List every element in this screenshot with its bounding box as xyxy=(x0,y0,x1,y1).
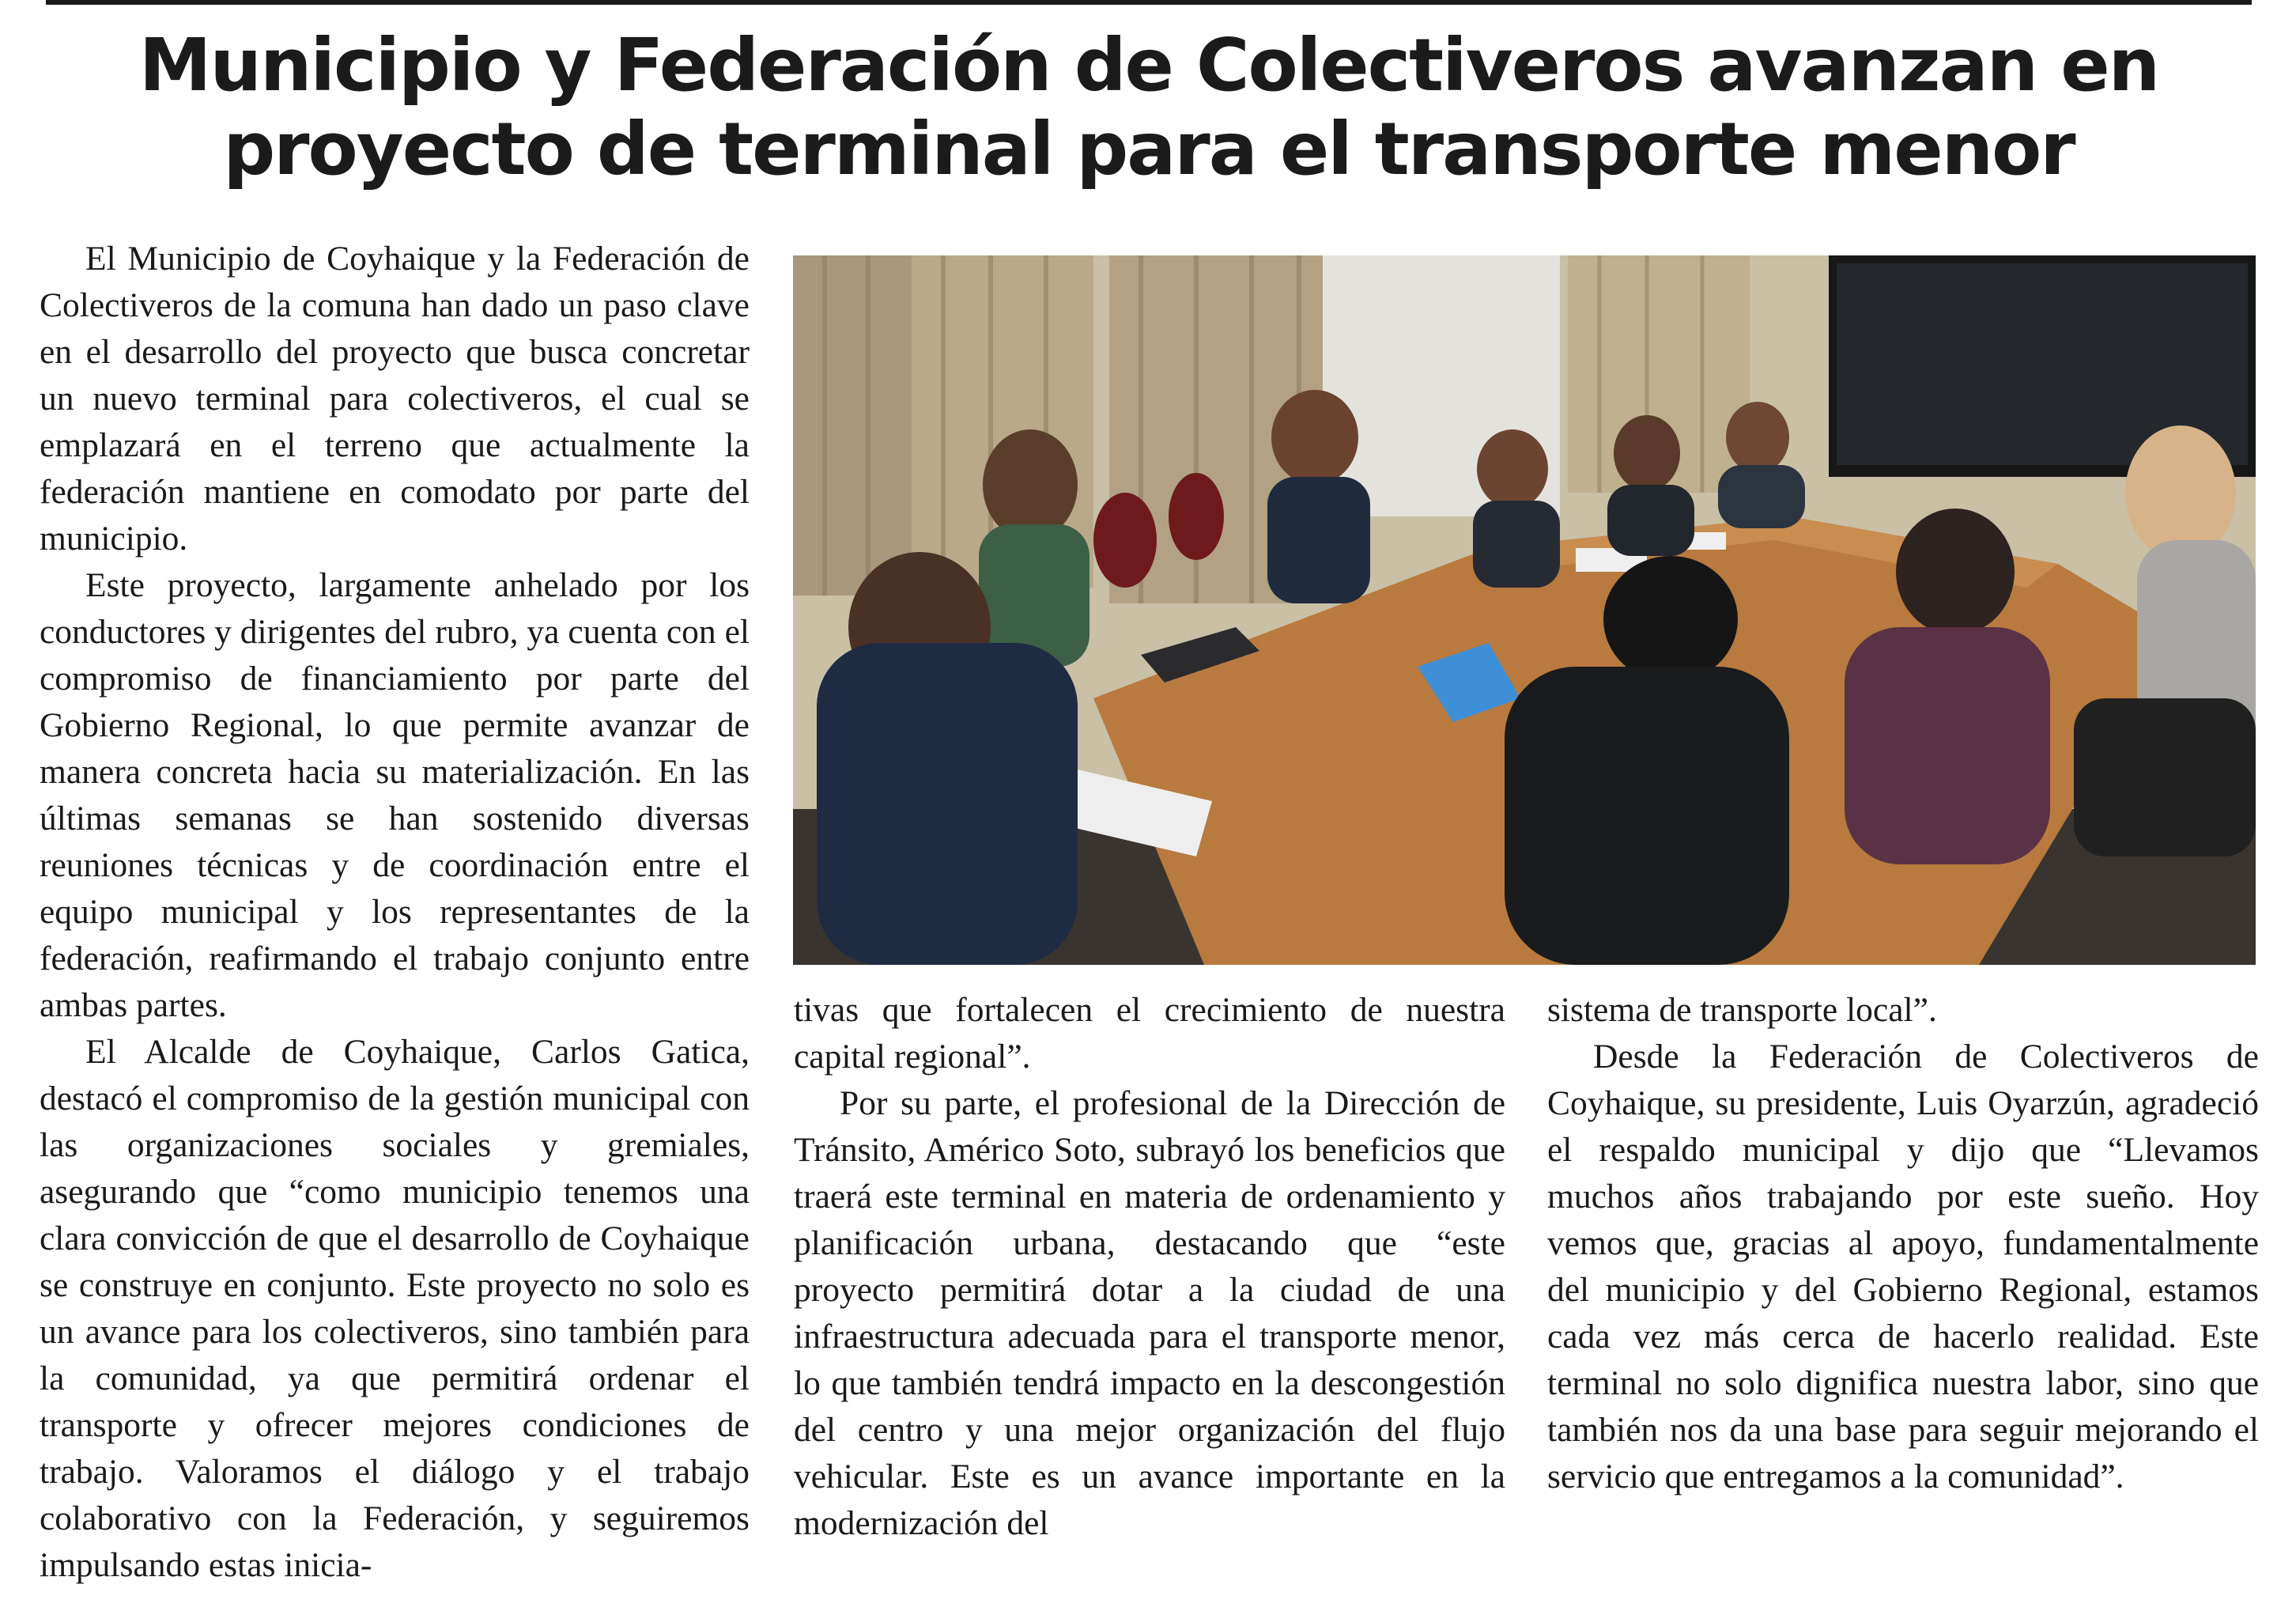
paragraph: El Alcalde de Coyhaique, Carlos Gatica, destacó el compromiso de la gestión municipal con las organizaciones sociales y gremiales, asegurando que “como municipio tenemos una clara convicción de que el desarrollo de Coyhaique se construye en conjunto. Este proyecto no solo es un avance para los colectiveros, sino también para la comunidad, ya que permitirá ordenar el transporte y ofrecer mejores condiciones de trabajo. Valoramos el diálogo y el trabajo colaborativo con la Federación, y seguiremos impulsando estas inicia- xyxy=(40,1033,750,1584)
headline-line-1: Municipio y Federación de Colectiveros avanzan en xyxy=(138,23,2159,108)
headline-line-2: proyecto de terminal para el transporte menor xyxy=(223,107,2075,191)
article-column-3 xyxy=(1547,987,2259,1500)
article-column-2 xyxy=(794,987,1505,1547)
paragraph: Este proyecto, largamente anhelado por los conductores y dirigentes del rubro, ya cuenta con el compromiso de financiamiento por parte del Gobierno Regional, lo que permite avanzar de manera concreta hacia su materialización. En las últimas semanas se han sostenido diversas reuniones técnicas y de coordinación entre el equipo municipal y los representantes de la federación, reafirmando el trabajo conjunto entre ambas partes. xyxy=(40,566,750,1024)
paragraph: Desde la Federación de Colectiveros de Coyhaique, su presidente, Luis Oyarzún, agradeció el respaldo municipal y dijo que “Llevamos muchos años trabajando por este sueño. Hoy vemos que, gracias al apoyo, fundamentalmente del municipio y del Gobierno Regional, estamos cada vez más cerca de hacerlo realidad. Este terminal no solo dignifica nuestra labor, sino que también nos da una base para seguir mejorando el servicio que entregamos a la comunidad”. xyxy=(1547,1038,2259,1495)
paragraph: tivas que fortalecen el crecimiento de nuestra capital regional”. xyxy=(794,991,1505,1076)
headline xyxy=(46,24,2252,191)
article-column-1 xyxy=(40,236,750,1589)
meeting-photo xyxy=(793,255,2256,965)
paragraph: El Municipio de Coyhaique y la Federación de Colectiveros de la comuna han dado un paso clave en el desarrollo del proyecto que busca concretar un nuevo terminal para colectiveros, el cual se emplazará en el terreno que actualmente la federación mantiene en comodato por parte del municipio. xyxy=(40,240,750,558)
top-rule xyxy=(46,0,2252,5)
paragraph: sistema de transporte local”. xyxy=(1547,991,1937,1029)
paragraph: Por su parte, el profesional de la Dirección de Tránsito, Américo Soto, subrayó los beneficios que traerá este terminal en materia de ordenamiento y planificación urbana, destacando que “este proyecto permitirá dotar a la ciudad de una infraestructura adecuada para el transporte menor, lo que también tendrá impacto en la descongestión del centro y una mejor organización del flujo vehicular. Este es un avance importante en la modernización del xyxy=(794,1084,1505,1542)
